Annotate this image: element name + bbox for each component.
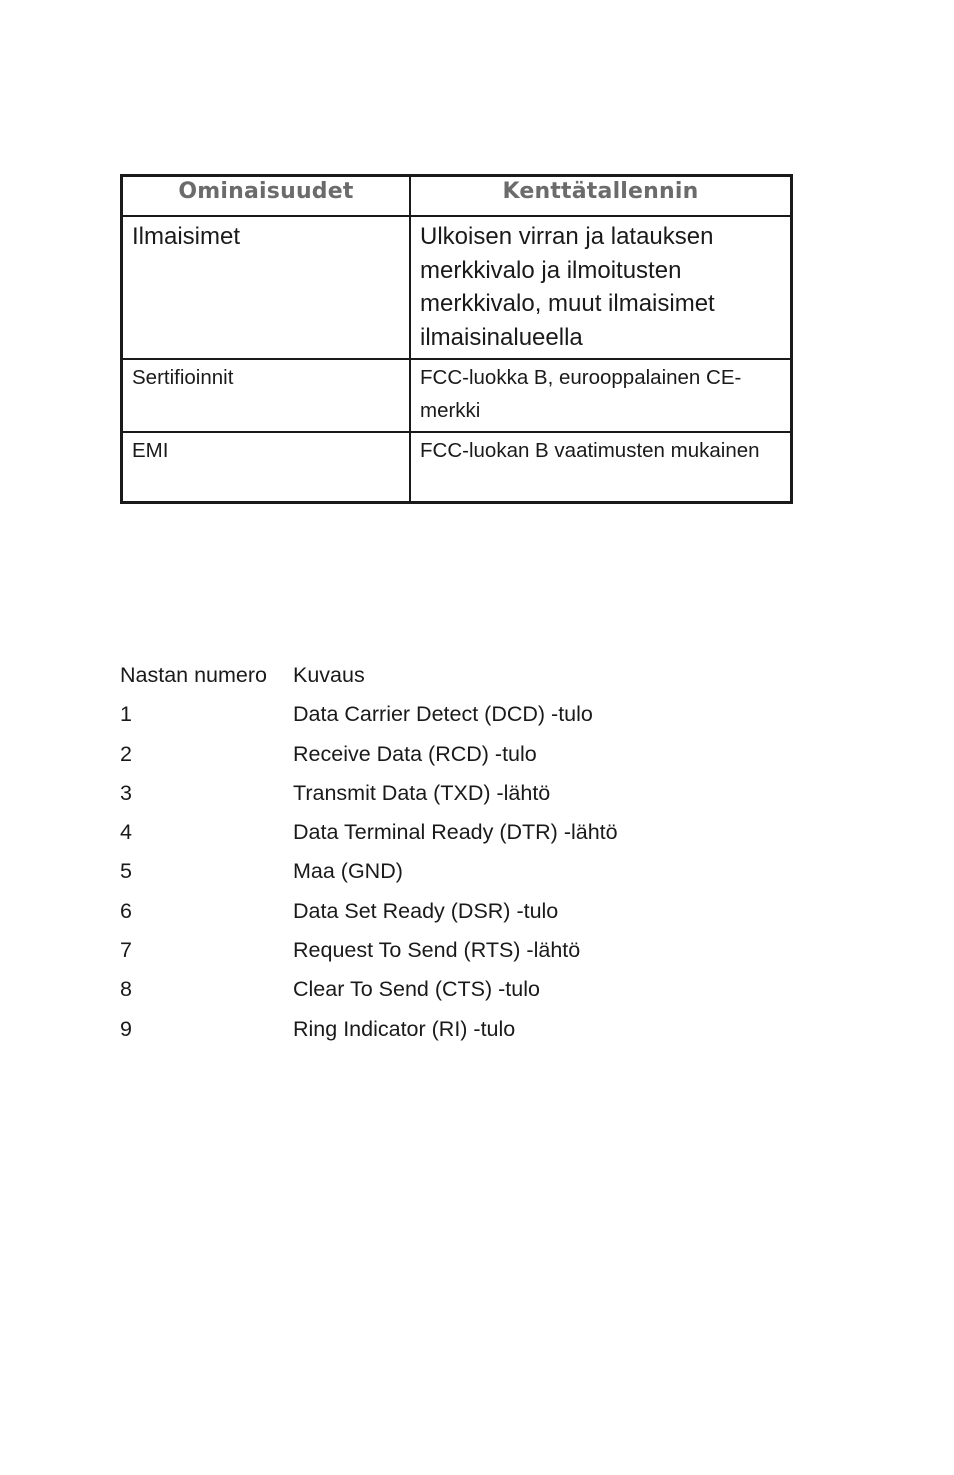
spec-value-cell: Ulkoisen virran ja latauksen merkkivalo ja ilmoitusten merkkivalo, muut ilmaisimet ilmaisinalueella xyxy=(410,216,792,359)
spec-feature-cell: Ilmaisimet xyxy=(122,216,411,359)
spec-value-cell: FCC-luokka B, eurooppalainen CE-merkki xyxy=(410,359,792,432)
pin-number: 1 xyxy=(120,702,132,727)
pin-number-header: Nastan numero xyxy=(120,663,267,687)
pin-row xyxy=(120,774,720,813)
spec-value-cell: FCC-luokan B vaatimusten mukainen xyxy=(410,432,792,503)
pin-row xyxy=(120,735,720,774)
spec-feature-cell: Sertifioinnit xyxy=(122,359,411,432)
spec-feature-cell: EMI xyxy=(122,432,411,503)
spec-row-indicators xyxy=(122,216,792,359)
pin-description: Data Terminal Ready (DTR) -lähtö xyxy=(293,820,618,845)
pin-row xyxy=(120,892,720,931)
pin-row xyxy=(120,970,720,1009)
pin-description: Data Carrier Detect (DCD) -tulo xyxy=(293,702,593,727)
pin-row xyxy=(120,852,720,891)
pin-number: 6 xyxy=(120,898,132,923)
pin-number: 4 xyxy=(120,820,132,845)
pin-description: Receive Data (RCD) -tulo xyxy=(293,741,537,766)
spec-row-certifications xyxy=(122,359,792,432)
pin-description: Maa (GND) xyxy=(293,859,403,884)
pin-number: 7 xyxy=(120,938,132,963)
pin-number: 5 xyxy=(120,859,132,884)
pin-number: 2 xyxy=(120,741,132,766)
header-features: Ominaisuudet xyxy=(122,176,411,217)
pin-list-header xyxy=(120,656,720,695)
pin-number: 9 xyxy=(120,1016,132,1041)
pin-number: 8 xyxy=(120,977,132,1002)
pin-row xyxy=(120,1010,720,1049)
pin-description: Transmit Data (TXD) -lähtö xyxy=(293,780,551,805)
pin-number: 3 xyxy=(120,780,132,805)
pin-row xyxy=(120,931,720,970)
pin-description: Request To Send (RTS) -lähtö xyxy=(293,938,581,963)
pin-description: Data Set Ready (DSR) -tulo xyxy=(293,898,559,923)
pin-description-header: Kuvaus xyxy=(293,663,365,687)
spec-row-emi xyxy=(122,432,792,503)
pin-description: Clear To Send (CTS) -tulo xyxy=(293,977,540,1002)
pin-assignment-list xyxy=(120,656,720,1049)
specifications-header-row xyxy=(122,176,792,217)
pin-row xyxy=(120,813,720,852)
pin-row xyxy=(120,695,720,734)
header-field-recorder: Kenttätallennin xyxy=(410,176,792,217)
pin-description: Ring Indicator (RI) -tulo xyxy=(293,1016,516,1041)
specifications-table xyxy=(120,174,793,504)
